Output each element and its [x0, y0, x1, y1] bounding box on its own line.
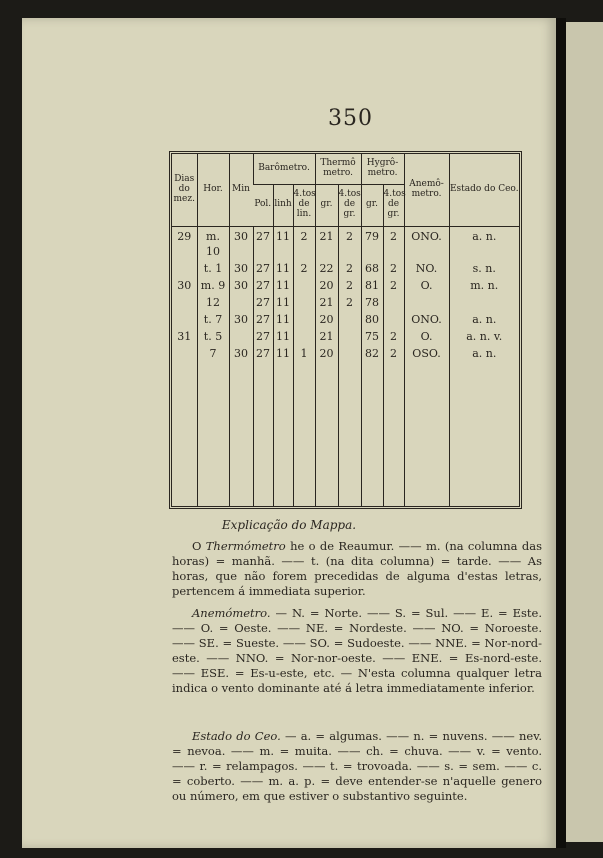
table-cell-min: 30 — [229, 276, 253, 293]
table-empty-cell — [404, 361, 449, 507]
table-cell-hgr: 80 — [361, 310, 383, 327]
table-caption: Explicação do Mappa. — [221, 518, 357, 532]
table-cell-hor: 7 — [197, 344, 229, 361]
table-cell-linh: 11 — [273, 276, 293, 293]
table-empty-cell — [361, 361, 383, 507]
table-cell-linh: 11 — [273, 293, 293, 310]
table-cell-linh: 11 — [273, 327, 293, 344]
table-cell-anem: O. — [404, 327, 449, 344]
table-cell-estado: a. n. — [449, 344, 519, 361]
table-cell-tl — [293, 293, 315, 310]
p3-term: Estado do Ceo. — [192, 729, 281, 743]
table-cell-htos: 2 — [383, 344, 404, 361]
table-cell-dia — [172, 310, 197, 327]
table-cell-linh: 11 — [273, 344, 293, 361]
p3-text: — a. = algumas. —— n. = nuvens. —— nev. = nevoa. —— m. = muita. —— ch. = chuva. —— v. = vento. —— r. = relampagos. —— t. = trovoada. —— s. = sem. —— c. = coberto. —— m. a. p. = deve entender-se n'aquelle genero ou número, em que estiver o substantivo seguinte. — [172, 729, 542, 803]
table-cell-pol: 27 — [253, 293, 273, 310]
table-cell-tgr: 20 — [315, 276, 338, 293]
table-cell-ttos: 2 — [338, 293, 361, 310]
table-cell-estado: s. n. — [449, 259, 519, 276]
header-tos-lin: 4.tos de lin. — [293, 184, 315, 226]
table-cell-dia — [172, 344, 197, 361]
table-empty-cell — [172, 361, 197, 507]
table-cell-htos: 2 — [383, 259, 404, 276]
table-cell-hor: m. 9 — [197, 276, 229, 293]
table-cell-linh: 11 — [273, 310, 293, 327]
table-cell-htos: 2 — [383, 226, 404, 259]
table-cell-hor: t. 5 — [197, 327, 229, 344]
table-cell-hgr: 82 — [361, 344, 383, 361]
table-cell-ttos — [338, 310, 361, 327]
table-cell-ttos — [338, 344, 361, 361]
table-cell-min: 30 — [229, 344, 253, 361]
table-cell-tl — [293, 276, 315, 293]
header-hygro-tos: 4.tos de gr. — [383, 184, 404, 226]
table-empty-cell — [315, 361, 338, 507]
weather-table — [172, 154, 519, 506]
table-cell-min: 30 — [229, 310, 253, 327]
table-cell-ttos: 2 — [338, 276, 361, 293]
header-thermometro: Thermô metro. — [315, 154, 361, 184]
table-cell-min: 30 — [229, 226, 253, 259]
table-cell-tl: 2 — [293, 259, 315, 276]
table-cell-tl — [293, 327, 315, 344]
table-empty-cell — [383, 361, 404, 507]
table-cell-estado: a. n. — [449, 226, 519, 259]
table-row — [172, 327, 519, 344]
table-cell-dia — [172, 259, 197, 276]
table-empty-cell — [229, 361, 253, 507]
header-dias: Dias do mez. — [172, 154, 197, 226]
table-cell-ttos — [338, 327, 361, 344]
header-thermo-tos: 4.tos de gr. — [338, 184, 361, 226]
table-cell-tgr: 21 — [315, 293, 338, 310]
table-cell-hgr: 68 — [361, 259, 383, 276]
p1-text: he o de Reaumur. —— m. (na columna das horas) = manhã. —— t. (na dita columna) = tarde. —— As horas, que não forem precedidas de alguma d'estas letras, pertencem á immediata superior. — [172, 539, 542, 598]
table-cell-estado — [449, 293, 519, 310]
table-cell-anem: NO. — [404, 259, 449, 276]
table-cell-anem: ONO. — [404, 310, 449, 327]
header-estado: Estado do Ceo. — [449, 154, 519, 226]
book-gutter — [556, 18, 566, 848]
table-row — [172, 293, 519, 310]
table-cell-htos — [383, 310, 404, 327]
table-cell-dia: 30 — [177, 278, 192, 292]
weather-table-frame — [169, 151, 522, 509]
p1-start: O — [192, 539, 206, 553]
table-cell-min: 30 — [229, 259, 253, 276]
table-cell-hor: m. 10 — [197, 226, 229, 259]
table-cell-htos: 2 — [383, 327, 404, 344]
table-cell-ttos: 2 — [338, 226, 361, 259]
table-filler-row — [172, 361, 519, 507]
table-cell-ttos: 2 — [338, 259, 361, 276]
table-cell-anem — [404, 293, 449, 310]
paragraph-anemometro — [172, 606, 542, 696]
table-cell-tgr: 21 — [315, 226, 338, 259]
table-row — [172, 226, 519, 259]
header-hygro-gr: gr. — [361, 184, 383, 226]
header-linh: linh — [273, 184, 293, 226]
table-empty-cell — [449, 361, 519, 507]
paragraph-thermometro — [172, 539, 542, 599]
table-body — [172, 226, 519, 506]
header-hygrometro: Hygrô- metro. — [361, 154, 404, 184]
table-cell-estado: a. n. — [449, 310, 519, 327]
table-cell-tgr: 21 — [315, 327, 338, 344]
p2-term: Anemómetro. — [192, 606, 271, 620]
table-cell-tgr: 20 — [315, 344, 338, 361]
p2-text: — N. = Norte. —— S. = Sul. —— E. = Este. —— O. = Oeste. —— NE. = Nordeste. —— NO. = Noroeste. —— SE. = Sueste. —— SO. = Sudoeste. —— NNE. = Nor-nord-este. —— NNO. = Nor-nor-oeste. —— ENE. = Es-nord-este. —— ESE. = Es-u-este, etc. — N'esta columna qualquer letra indica o vento dominante até á letra immediatamente inferior. — [172, 606, 542, 695]
table-cell-hor: 12 — [197, 293, 229, 310]
page-number: 350 — [328, 106, 373, 131]
table-cell-linh: 11 — [273, 226, 293, 259]
table-empty-cell — [253, 361, 273, 507]
table-row — [172, 276, 519, 293]
p1-term: Thermómetro — [205, 539, 286, 553]
table-cell-anem: O. — [404, 276, 449, 293]
table-cell-anem: ONO. — [404, 226, 449, 259]
adjacent-page-edge — [566, 22, 603, 842]
table-cell-hgr: 79 — [361, 226, 383, 259]
table-cell-pol: 27 — [253, 344, 273, 361]
table-cell-htos: 2 — [383, 276, 404, 293]
header-hor: Hor. — [197, 154, 229, 226]
table-cell-hor: t. 7 — [197, 310, 229, 327]
table-cell-tl: 2 — [293, 226, 315, 259]
table-empty-cell — [197, 361, 229, 507]
table-cell-dia: 31 — [177, 329, 192, 343]
table-cell-tl — [293, 310, 315, 327]
table-cell-estado: m. n. — [449, 276, 519, 293]
table-cell-estado: a. n. v. — [449, 327, 519, 344]
table-cell-pol: 27 — [253, 310, 273, 327]
book-page — [22, 18, 556, 848]
table-cell-dia: 29 — [177, 229, 192, 243]
table-cell-dia — [172, 293, 197, 310]
table-cell-tgr: 22 — [315, 259, 338, 276]
table-cell-hgr: 81 — [361, 276, 383, 293]
table-cell-pol: 27 — [253, 276, 273, 293]
table-cell-pol: 27 — [253, 259, 273, 276]
table-empty-cell — [293, 361, 315, 507]
header-anemometro: Anemô- metro. — [404, 154, 449, 226]
table-cell-pol: 27 — [253, 226, 273, 259]
table-cell-linh: 11 — [273, 259, 293, 276]
header-barometro: Barômetro. — [253, 154, 315, 184]
table-cell-pol: 27 — [253, 327, 273, 344]
paragraph-estado-ceo — [172, 729, 542, 804]
header-thermo-gr: gr. — [315, 184, 338, 226]
table-empty-cell — [273, 361, 293, 507]
table-row — [172, 344, 519, 361]
table-cell-min — [229, 327, 253, 344]
table-row — [172, 310, 519, 327]
table-cell-anem: OSO. — [404, 344, 449, 361]
table-cell-min — [229, 293, 253, 310]
table-row — [172, 259, 519, 276]
table-cell-hgr: 75 — [361, 327, 383, 344]
table-cell-tl: 1 — [293, 344, 315, 361]
table-empty-cell — [338, 361, 361, 507]
table-cell-hgr: 78 — [361, 293, 383, 310]
table-cell-htos — [383, 293, 404, 310]
header-pol: Pol. — [253, 184, 273, 226]
table-cell-hor: t. 1 — [197, 259, 229, 276]
header-min: Min — [229, 154, 253, 226]
table-cell-tgr: 20 — [315, 310, 338, 327]
